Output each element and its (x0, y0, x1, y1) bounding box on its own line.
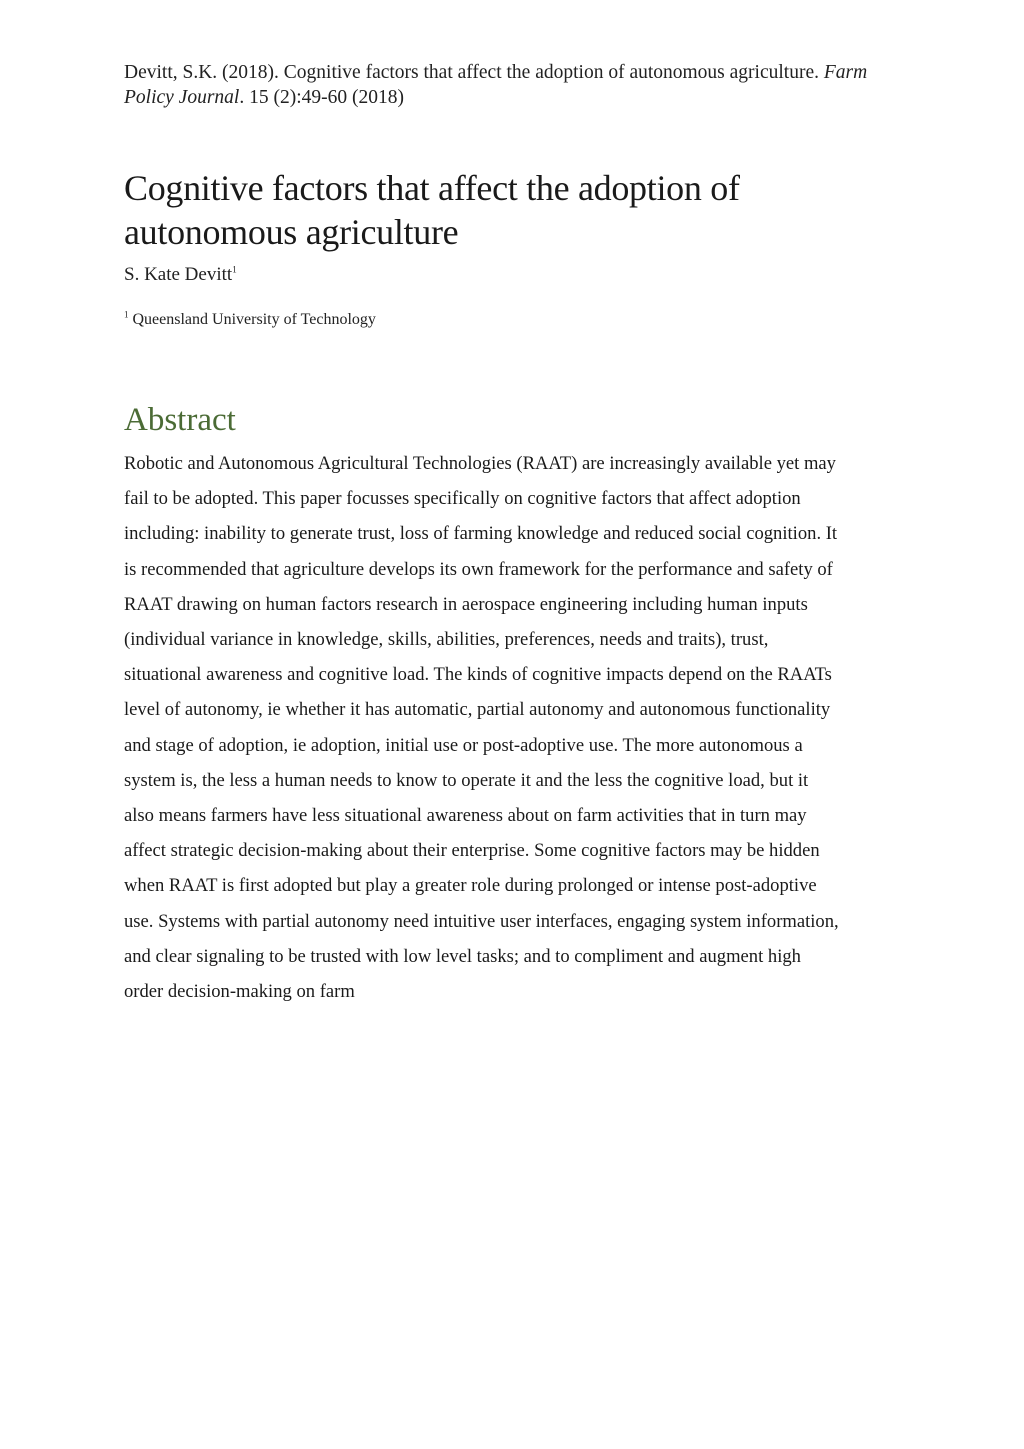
abstract-line: (individual variance in knowledge, skills, abilities, preferences, needs and traits), trust, (124, 629, 769, 651)
affiliation-mark: 1 (124, 309, 129, 320)
abstract-line: when RAAT is first adopted but play a greater role during prolonged or intense post-adoptive (124, 875, 817, 897)
abstract-line: and clear signaling to be trusted with low level tasks; and to compliment and augment high (124, 945, 801, 967)
abstract-line: and stage of adoption, ie adoption, initial use or post-adoptive use. The more autonomous a (124, 734, 803, 756)
abstract-line: system is, the less a human needs to know to operate it and the less the cognitive load, but it (124, 769, 809, 791)
author-line (124, 263, 237, 287)
abstract-line: also means farmers have less situational awareness about on farm activities that in turn may (124, 805, 807, 827)
abstract-heading: Abstract (124, 402, 236, 438)
citation-text: Devitt, S.K. (2018). Cognitive factors that affect the adoption of autonomous agriculture. (124, 62, 824, 83)
abstract-line: Robotic and Autonomous Agricultural Technologies (RAAT) are increasingly available yet may (124, 453, 836, 474)
paper-title (124, 166, 904, 254)
citation-journal: Farm Policy Journal (124, 62, 868, 108)
abstract-line: fail to be adopted. This paper focusses specifically on cognitive factors that affect adoption (124, 488, 801, 510)
author-name: S. Kate Devitt (124, 264, 233, 285)
abstract-line: order decision-making on farm (124, 981, 355, 1003)
citation-details: . 15 (2):49-60 (2018) (239, 87, 404, 108)
abstract-line: affect strategic decision-making about their enterprise. Some cognitive factors may be hidden (124, 840, 820, 862)
abstract-line: is recommended that agriculture develops its own framework for the performance and safety of (124, 558, 833, 580)
abstract-line: RAAT drawing on human factors research in aerospace engineering including human inputs (124, 593, 808, 615)
author-footnote-mark: 1 (232, 264, 237, 275)
abstract-line: use. Systems with partial autonomy need intuitive user interfaces, engaging system information, (124, 910, 839, 932)
affiliation-name: Queensland University of Technology (132, 311, 376, 328)
title-line-1: Cognitive factors that affect the adoption of (124, 168, 740, 208)
abstract-line: including: inability to generate trust, loss of farming knowledge and reduced social cognition. It (124, 523, 838, 545)
affiliation-line (124, 309, 376, 331)
abstract-line: level of autonomy, ie whether it has automatic, partial autonomy and autonomous functionality (124, 699, 831, 721)
title-line-2: autonomous agriculture (124, 212, 459, 252)
abstract-body (124, 446, 906, 1009)
abstract-line: situational awareness and cognitive load. The kinds of cognitive impacts depend on the RAATs (124, 664, 832, 686)
citation-header (124, 60, 904, 110)
